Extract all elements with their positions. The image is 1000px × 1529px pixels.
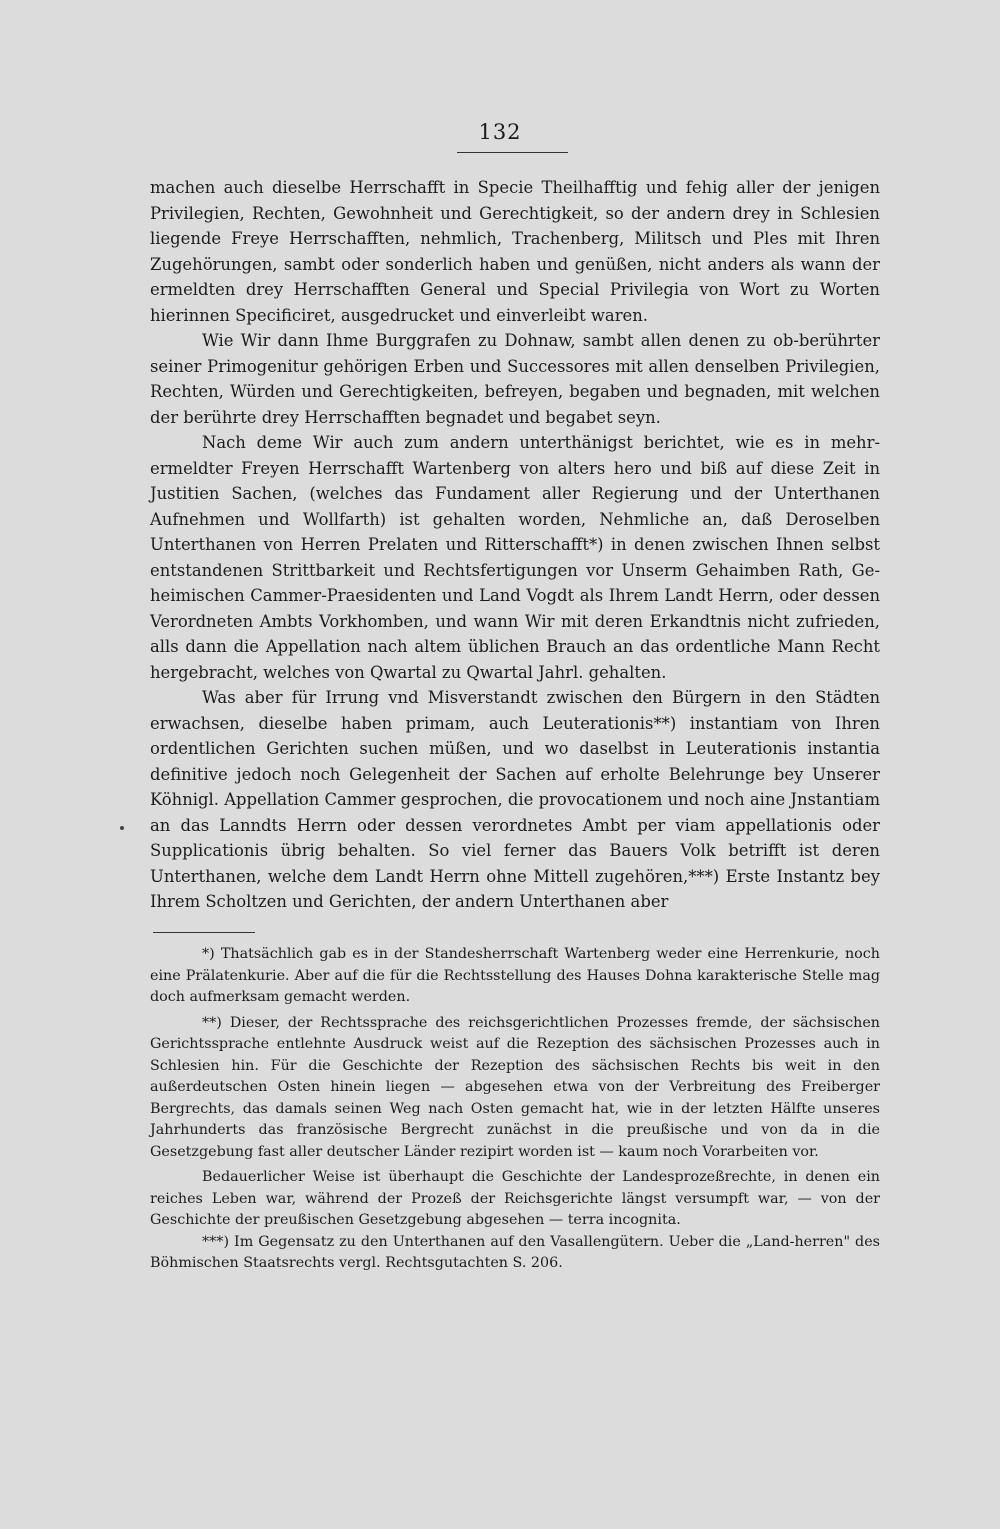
footnote-1: *) Thatsächlich gab es in der Standesherrschaft Wartenberg weder eine Herrenkurie, noch eine Prälatenkurie. Aber auf die für die Rechtsstellung des Hauses Dohna karakterische Stelle mag doch aufmerksam gemacht werden. <box>150 946 880 1005</box>
footnote-rule <box>153 932 255 933</box>
footnote-2: **) Dieser, der Rechtssprache des reichsgerichtlichen Prozesses fremde, der sächsischen Gerichtssprache entlehnte Ausdruck weist auf die Rezeption des sächsischen Prozesses auch in Schlesien hin. Für die Geschichte der Rezeption des sächsischen Rechts bis weit in den außerdeutschen Osten hinein liegen — abgesehen etwa von der Verbreitung des Freiberger Bergrechts, das damals seinen Weg nach Osten gemacht hat, wie in der letzten Hälfte unseres Jahrhunderts das französische Bergrecht zunächst in die preußische und von da in die Gesetzgebung fast aller deutscher Länder rezipirt worden ist — kaum noch Vorarbeiten vor. <box>150 1014 880 1160</box>
footnote-3: ***) Im Gegensatz zu den Unterthanen auf den Vasallengütern. Ueber die „Land-herren" des Böhmischen Staatsrechts vergl. Rechtsgutachten S. 206. <box>150 1233 880 1271</box>
paragraph-4: Was aber für Irrung vnd Misverstandt zwischen den Bürgern in den Städten erwachsen, dieselbe haben primam, auch Leuterationis**) instantiam von Ihren ordentlichen Gerichten suchen müßen, und wo daselbst in Leuterationis instantia definitive jedoch noch Gelegenheit der Sachen auf erholte Belehrunge bey Unserer Köhnigl. Appellation Cammer gesprochen, die provocationem und noch aine Jnstantiam an das Lanndts Herrn oder dessen verordnetes Ambt per viam appellationis oder Supplicationis übrig behalten. So viel ferner das Bauers Volk betrifft ist deren Unterthanen, welche dem Landt Herrn ohne Mittell zugehören,***) Erste Instantz bey Ihrem Scholtzen und Gerichten, der andern Unterthanen aber <box>150 688 880 911</box>
page-number: 132 <box>478 120 522 144</box>
page-number-rule <box>457 152 568 153</box>
main-text <box>150 175 880 915</box>
footnote-2-continuation: Bedauerlicher Weise ist überhaupt die Geschichte der Landesprozeßrechte, in denen ein reiches Leben war, während der Prozeß der Reichsgerichte längst versumpft war, — von der Geschichte der preußischen Gesetzgebung abgesehen — terra incognita. <box>150 1169 880 1228</box>
footnotes <box>150 944 880 1275</box>
paragraph-3: Nach deme Wir auch zum andern unterthänigst berichtet, wie es in mehr-ermeldter Freyen Herrschafft Wartenberg von alters hero und biß auf diese Zeit in Justitien Sachen, (welches das Fundament aller Regierung und der Unterthanen Aufnehmen und Wollfarth) ist gehalten worden, Nehmliche an, daß Deroselben Unterthanen von Herren Prelaten und Ritterschafft*) in denen zwischen Ihnen selbst entstandenen Strittbarkeit und Rechtsfertigungen vor Unserm Gehaimben Rath, Ge-heimischen Cammer-Praesidenten und Land Vogdt als Ihrem Landt Herrn, oder dessen Verordneten Ambts Vorkhomben, und wann Wir mit deren Erkandtnis nicht zufrieden, alls dann die Appellation nach altem üblichen Brauch an das ordentliche Mann Recht hergebracht, welches von Qwartal zu Qwartal Jahrl. gehalten. <box>150 433 880 682</box>
ink-speck <box>120 826 124 830</box>
paragraph-2: Wie Wir dann Ihme Burggrafen zu Dohnaw, sambt allen denen zu ob-berührter seiner Primogenitur gehörigen Erben und Successores mit allen denselben Privilegien, Rechten, Würden und Gerechtigkeiten, befreyen, begaben und begnaden, mit welchen der berührte drey Herrschafften begnadet und begabet seyn. <box>150 331 880 427</box>
paragraph-1: machen auch dieselbe Herrschafft in Specie Theilhafftig und fehig aller der jenigen Privilegien, Rechten, Gewohnheit und Gerechtigkeit, so der andern drey in Schlesien liegende Freye Herrschafften, nehmlich, Trachenberg, Militsch und Ples mit Ihren Zugehörungen, sambt oder sonderlich haben und genüßen, nicht anders als wann der ermeldten drey Herrschafften General und Special Privilegia von Wort zu Worten hierinnen Specificiret, ausgedrucket und einverleibt waren. <box>150 178 880 325</box>
